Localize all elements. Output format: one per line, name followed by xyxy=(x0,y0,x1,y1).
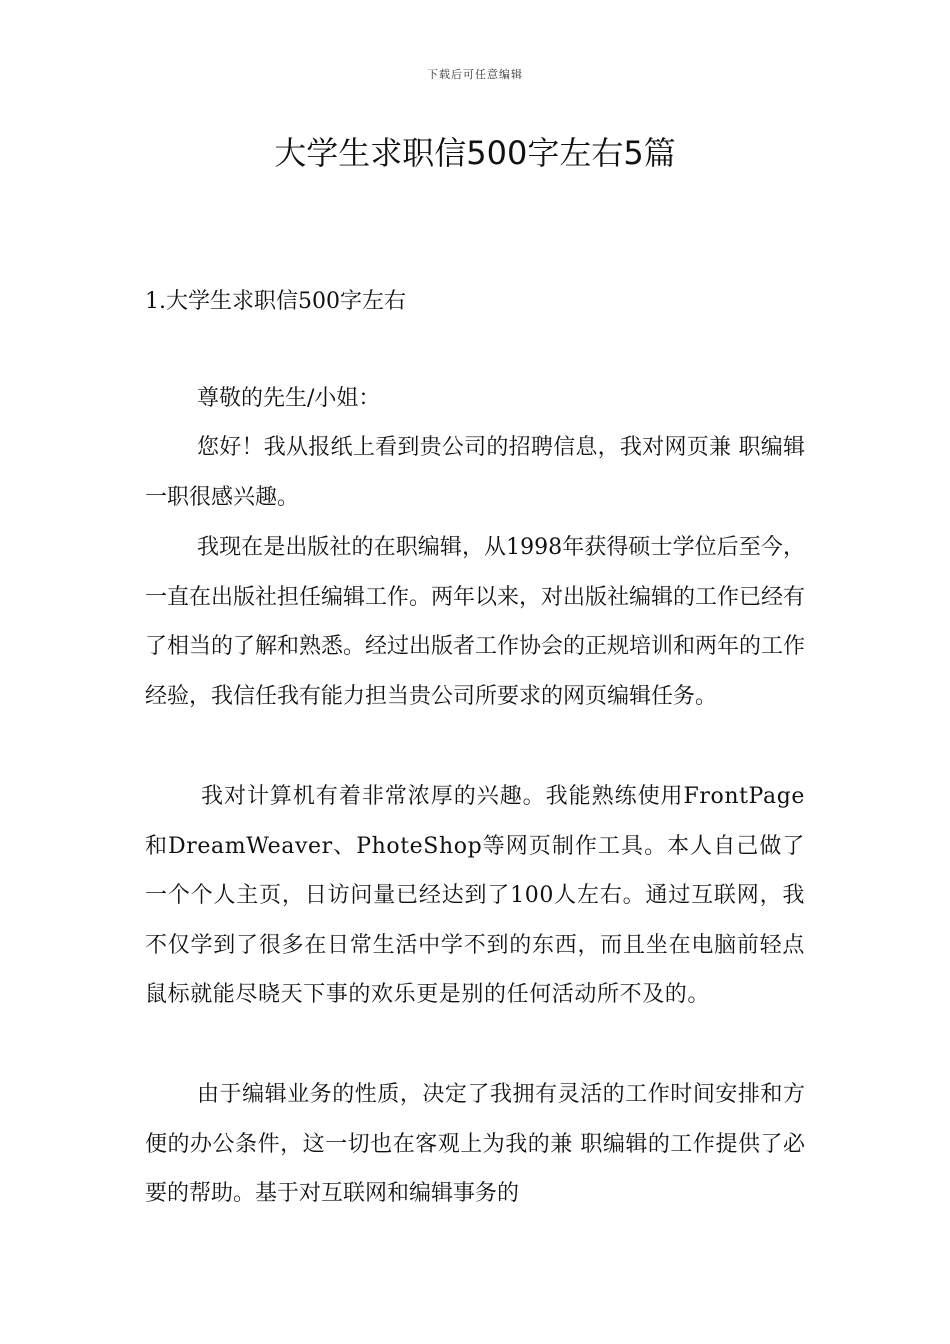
letter-paragraph-1: 您好！我从报纸上看到贵公司的招聘信息，我对网页兼 职编辑一职很感兴趣。 xyxy=(145,435,805,510)
document-title: 大学生求职信500字左右5篇 xyxy=(274,134,676,172)
letter-paragraph-3: 我对计算机有着非常浓厚的兴趣。我能熟练使用FrontPage和DreamWeaver、PhoteShop等网页制作工具。本人自己做了一个个人主页，日访问量已经达到了100人左右。通过互联网，我不仅学到了很多在日常生活中学不到的东西，而且坐在电脑前轻点鼠标就能尽晓天下事的欢乐更是别的任何活动所不及的。 xyxy=(145,784,805,1007)
header-note: 下载后可任意编辑 xyxy=(427,68,523,81)
section-heading: 1.大学生求职信500字左右 xyxy=(145,289,406,314)
letter-paragraph-4: 由于编辑业务的性质，决定了我拥有灵活的工作时间安排和方便的办公条件，这一切也在客观上为我的兼 职编辑的工作提供了必要的帮助。基于对互联网和编辑事务的 xyxy=(145,1082,805,1206)
letter-salutation: 尊敬的先生/小姐： xyxy=(197,386,381,411)
letter-paragraph-2: 我现在是出版社的在职编辑，从1998年获得硕士学位后至今，一直在出版社担任编辑工作。两年以来，对出版社编辑的工作已经有了相当的了解和熟悉。经过出版者工作协会的正规培训和两年的工作经验，我信任我有能力担当贵公司所要求的网页编辑任务。 xyxy=(145,535,806,709)
